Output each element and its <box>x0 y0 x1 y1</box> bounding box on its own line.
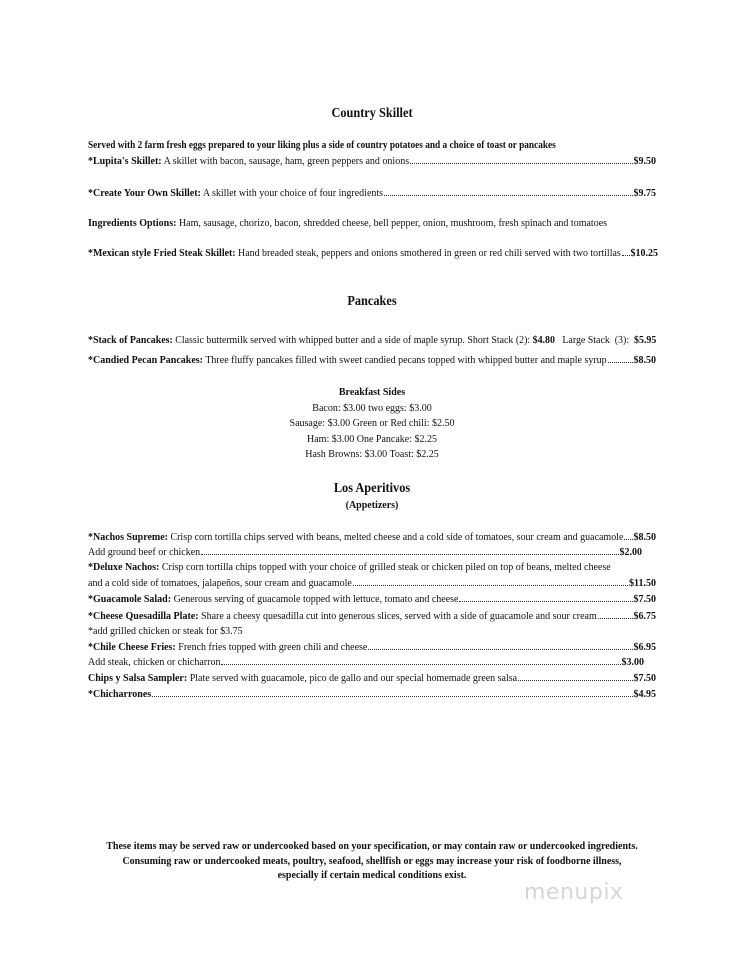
item-price: $8.50 <box>633 532 656 543</box>
item-price: $9.75 <box>633 188 656 199</box>
item-name: Chips y Salsa Sampler: <box>88 673 188 684</box>
menu-item-chicharrones <box>88 688 656 702</box>
item-price: $4.95 <box>633 689 656 700</box>
item-name: *Deluxe Nachos: <box>88 562 160 573</box>
ingredients-options <box>88 217 607 231</box>
menu-item-create-your-own-skillet <box>88 187 656 201</box>
item-name: *Candied Pecan Pancakes: <box>88 355 203 366</box>
item-price: $7.50 <box>633 673 656 684</box>
item-description: Crisp corn tortilla chips served with beans, melted cheese and a cold side of tomatoes, sour cream and guacamole <box>167 532 624 543</box>
item-description: A skillet with your choice of four ingredients <box>200 188 384 199</box>
menu-item-chips-salsa-sampler <box>88 672 656 686</box>
leader-dots <box>368 649 632 650</box>
menu-item-deluxe-nachos-cont <box>88 577 656 591</box>
menu-item-nachos-supreme <box>88 531 656 545</box>
food-safety-notice <box>0 840 744 884</box>
section-title-los-aperitivos <box>0 481 744 497</box>
leader-dots <box>384 195 632 196</box>
item-name: *Chicharrones <box>88 689 152 700</box>
menu-item-guacamole-salad <box>88 593 656 607</box>
leader-dots <box>624 539 632 540</box>
large-stack-label: Large Stack (3): <box>554 335 635 346</box>
item-price: $7.50 <box>633 594 656 605</box>
appetizers-subtitle: (Appetizers) <box>345 500 399 511</box>
item-name: *Cheese Quesadilla Plate: <box>88 611 199 622</box>
skillet-intro: Served with 2 farm fresh eggs prepared to your liking plus a side of country potatoes and a choice of toast or pancakes <box>88 140 556 151</box>
section-title-pancakes <box>0 294 744 310</box>
breakfast-sides <box>0 385 744 463</box>
quesadilla-addon: *add grilled chicken or steak for $3.75 <box>88 626 243 637</box>
leader-dots <box>598 618 633 619</box>
notice-line-2: Consuming raw or undercooked meats, poultry, seafood, shellfish or eggs may increase your risk of foodborne illness, <box>122 855 622 867</box>
item-price: $10.25 <box>630 248 658 259</box>
item-description: Crisp corn tortilla chips topped with your choice of grilled steak or chicken piled on top of beans, melted cheese <box>159 562 611 573</box>
large-stack-price: $5.95 <box>634 335 657 346</box>
item-description: French fries topped with green chili and cheese <box>175 642 368 653</box>
item-price: $6.75 <box>633 611 656 622</box>
leader-dots <box>201 554 618 555</box>
item-description: Share a cheesy quesadilla cut into generous slices, served with a side of guacamole and sour cream <box>198 611 597 622</box>
pancakes-heading: Pancakes <box>347 294 397 309</box>
item-price: $11.50 <box>629 578 656 589</box>
item-price: $8.50 <box>633 355 656 366</box>
sides-line-ham: Ham: $3.00 One Pancake: $2.25 <box>307 433 437 445</box>
item-description: Hand breaded steak, peppers and onions smothered in green or red chili served with two tortillas <box>235 248 621 259</box>
country-skillet-heading: Country Skillet <box>331 106 413 121</box>
item-name: *Mexican style Fried Steak Skillet: <box>88 248 236 259</box>
menu-addon-steak-chicken <box>88 656 644 670</box>
item-price: $6.95 <box>633 642 656 653</box>
menu-item-chile-cheese-fries <box>88 641 656 655</box>
leader-dots <box>459 601 632 602</box>
item-name: *Chile Cheese Fries: <box>88 642 176 653</box>
section-title-country-skillet <box>0 106 744 122</box>
aperitivos-heading: Los Aperitivos <box>333 481 411 496</box>
menu-addon-ground-beef <box>88 546 642 560</box>
item-description: Classic buttermilk served with whipped butter and a side of maple syrup. Short Stack (2): <box>172 335 533 346</box>
menu-item-fried-steak-skillet <box>88 247 658 261</box>
notice-line-1: These items may be served raw or undercooked based on your specification, or may contain raw or undercooked ingredients. <box>106 841 638 852</box>
short-stack-price: $4.80 <box>532 335 555 346</box>
notice-line-3: especially if certain medical conditions exist. <box>277 870 467 881</box>
leader-dots <box>221 664 620 665</box>
menu-item-cheese-quesadilla-plate <box>88 610 656 624</box>
leader-dots <box>608 362 633 363</box>
menu-item-stack-of-pancakes <box>88 334 656 348</box>
ingredients-text: Ham, sausage, chorizo, bacon, shredded cheese, bell pepper, onion, mushroom, fresh spinach and tomatoes <box>176 218 608 229</box>
ingredients-label: Ingredients Options: <box>88 218 177 229</box>
item-description-cont: and a cold side of tomatoes, jalapeños, sour cream and guacamole <box>88 578 352 589</box>
item-name: *Nachos Supreme: <box>88 532 168 543</box>
leader-dots <box>410 163 632 164</box>
sides-line-bacon: Bacon: $3.00 two eggs: $3.00 <box>312 402 432 414</box>
addon-description: Add ground beef or chicken <box>88 547 201 558</box>
item-description: A skillet with bacon, sausage, ham, green peppers and onions <box>161 156 410 167</box>
item-description: Plate served with guacamole, pico de gallo and our special homemade green salsa <box>187 673 518 684</box>
breakfast-sides-title: Breakfast Sides <box>338 387 406 398</box>
leader-dots <box>353 585 628 586</box>
leader-dots <box>152 696 632 697</box>
sides-line-sausage: Sausage: $3.00 Green or Red chili: $2.50 <box>289 418 455 429</box>
sides-line-hash-browns: Hash Browns: $3.00 Toast: $2.25 <box>305 449 439 460</box>
menu-item-lupitas-skillet <box>88 155 656 169</box>
menupix-watermark: menupix <box>524 880 624 905</box>
item-description: Three fluffy pancakes filled with sweet candied pecans topped with whipped butter and maple syrup <box>203 355 607 366</box>
addon-price: $3.00 <box>621 657 644 668</box>
addon-price: $2.00 <box>619 547 642 558</box>
item-name: *Guacamole Salad: <box>88 594 172 605</box>
leader-dots <box>518 680 632 681</box>
item-description: Generous serving of guacamole topped with lettuce, tomato and cheese <box>171 594 459 605</box>
menu-item-candied-pecan-pancakes <box>88 354 656 368</box>
menu-item-deluxe-nachos <box>88 561 611 575</box>
leader-dots <box>622 255 630 256</box>
item-price: $9.50 <box>633 156 656 167</box>
item-name: *Stack of Pancakes: <box>88 335 173 346</box>
item-name: *Lupita's Skillet: <box>88 156 162 167</box>
item-name: *Create Your Own Skillet: <box>88 188 201 199</box>
addon-description: Add steak, chicken or chicharron <box>88 657 221 668</box>
